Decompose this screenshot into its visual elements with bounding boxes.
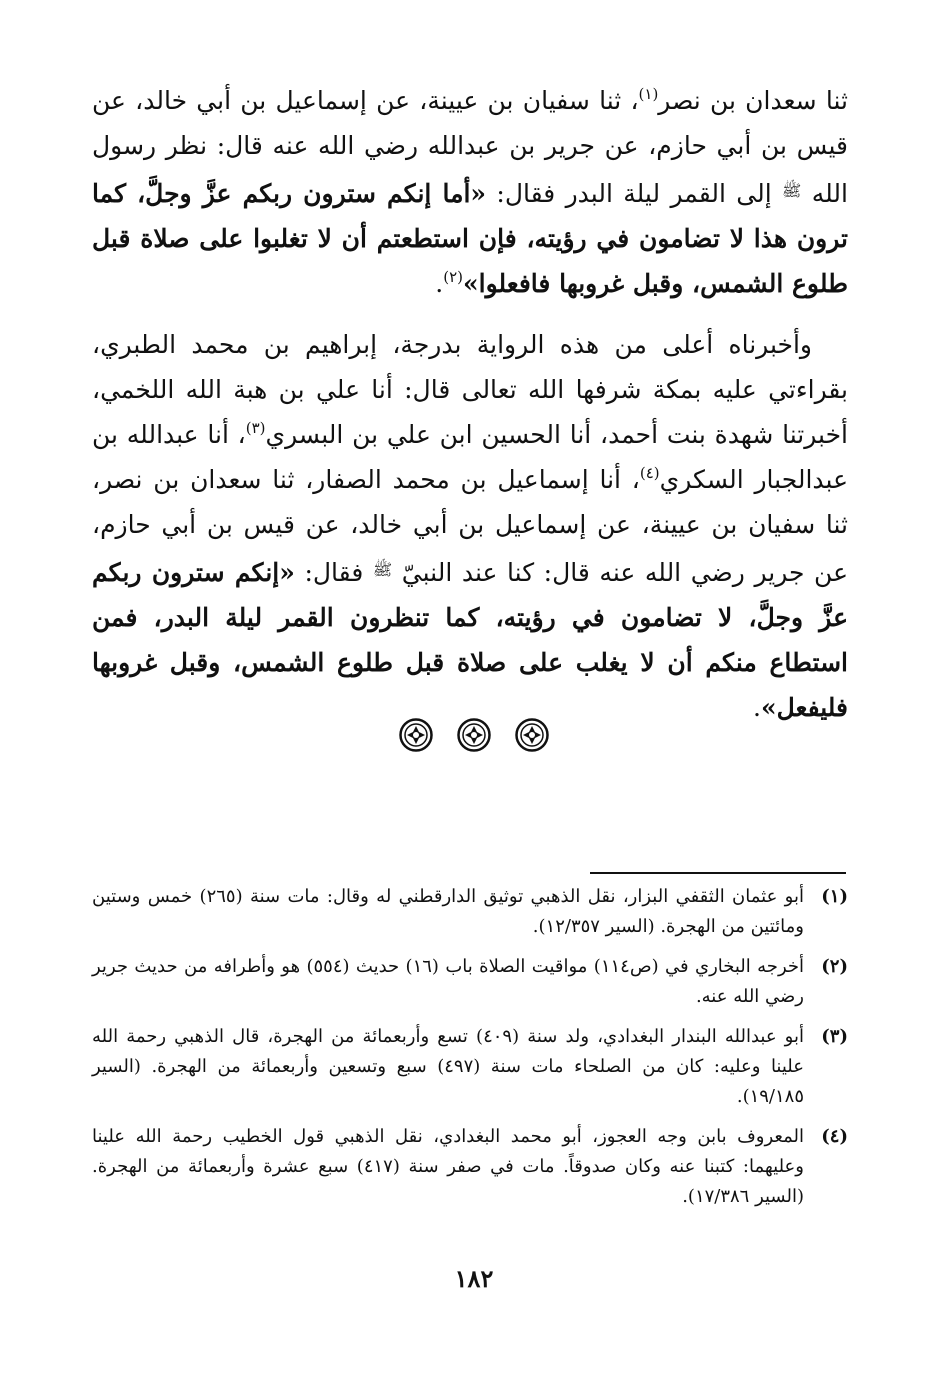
hadith-text-1: «أما إنكم سترون ربكم عزَّ وجلَّ، كما ترون هذا لا تضامون في رؤيته، فإن استطعتم أن لا تغلبوا على صلاة قبل طلوع الشمس، وقبل غروبها فافعلوا» <box>92 179 848 298</box>
hadith-text-2: «إنكم سترون ربكم عزَّ وجلَّ، لا تضامون في رؤيته، كما تنظرون القمر ليلة البدر، فمن استطاع منكم أن لا يغلب على صلاة قبل طلوع الشمس، وقبل غروبها فليفعل» <box>92 558 848 722</box>
paragraph-1-text-a: ثنا سعدان بن نصر <box>658 86 848 115</box>
paragraph-2-text-c: ، أنا إسماعيل بن محمد الصفار، ثنا سعدان بن نصر، ثنا سفيان بن عيينة، عن إسماعيل بن أبي خالد، عن قيس بن أبي حازم، عن جرير رضي الله عنه قال: كنا عند النبيّ <box>92 465 848 587</box>
footnote-text: أبو عبدالله البندار البغدادي، ولد سنة (٤٠٩) تسع وأربعمائة من الهجرة، قال الذهبي رحمة الله علينا وعليه: كان من الصلحاء مات سنة (٤٩٧) سبع وتسعين وأربعمائة من الهجرة. (السير ١٩/١٨٥). <box>92 1026 804 1107</box>
footnote-3 <box>92 1022 848 1112</box>
footnote-text: المعروف بابن وجه العجوز، أبو محمد البغدادي، نقل الذهبي قول الخطيب رحمة الله علينا وعليهما: كتبنا عنه وكان صدوقاً. مات في صفر سنة (٤١٧) سبع عشرة وأربعمائة من الهجرة. (السير ١٧/٣٨٦). <box>92 1126 804 1207</box>
paragraph-2-text-a: وأخبرناه أعلى من هذه الرواية بدرجة، إبراهيم بن محمد الطبري، بقراءتي عليه بمكة شرفها الله تعالى قال: أنا علي بن هبة الله اللخمي، أخبرتنا شهدة بنت أحمد، أنا الحسين ابن علي بن البسري <box>92 330 848 449</box>
paragraph-1-end: . <box>435 269 444 298</box>
footnote-1 <box>92 882 848 942</box>
footnote-ref-1[interactable]: (١) <box>638 85 659 103</box>
footnote-number: (٢) <box>821 956 848 977</box>
footnote-number: (٤) <box>821 1126 848 1147</box>
footnotes <box>92 882 848 1222</box>
footnote-number: (٣) <box>821 1026 848 1047</box>
footnote-2 <box>92 952 848 1012</box>
footnote-number: (١) <box>821 886 848 907</box>
footnote-separator <box>590 872 846 874</box>
rosette-ornament-icon <box>399 718 433 752</box>
footnote-ref-4[interactable]: (٤) <box>639 464 660 482</box>
footnote-ref-2[interactable]: (٢) <box>443 268 464 286</box>
footnote-ref-3[interactable]: (٣) <box>245 419 266 437</box>
paragraph-2-text-b: ، أنا عبدالله بن عبدالجبار السكري <box>92 420 848 494</box>
rosette-ornament-icon <box>515 718 549 752</box>
salutation-symbol: ﷺ <box>782 181 802 200</box>
paragraph-1-text-c: إلى القمر ليلة البدر فقال: <box>486 179 783 208</box>
paragraph-1-text-b: ، ثنا سفيان بن عيينة، عن إسماعيل بن أبي خالد، عن قيس بن أبي حازم، عن جرير بن عبدالله رضي الله عنه قال: نظر رسول الله <box>92 86 848 208</box>
section-divider-ornaments <box>0 718 948 752</box>
salutation-symbol: ﷺ <box>372 560 393 579</box>
page-number: ١٨٢ <box>454 1264 494 1293</box>
paragraph-1 <box>92 78 848 306</box>
paragraph-2-end: . <box>753 693 761 722</box>
footnote-text: أبو عثمان الثقفي البزار، نقل الذهبي توثيق الدارقطني له وقال: مات سنة (٢٦٥) خمس وستين ومائتين من الهجرة. (السير ١٢/٣٥٧). <box>92 886 804 937</box>
main-text <box>92 78 848 746</box>
rosette-ornament-icon <box>457 718 491 752</box>
paragraph-2 <box>92 322 848 730</box>
footnote-text: أخرجه البخاري في (ص١١٤) مواقيت الصلاة باب (١٦) حديث (٥٥٤) هو وأطرافه من حديث جرير رضي الله عنه. <box>92 956 804 1007</box>
paragraph-2-text-d: فقال: <box>294 558 373 587</box>
footnote-4 <box>92 1122 848 1212</box>
